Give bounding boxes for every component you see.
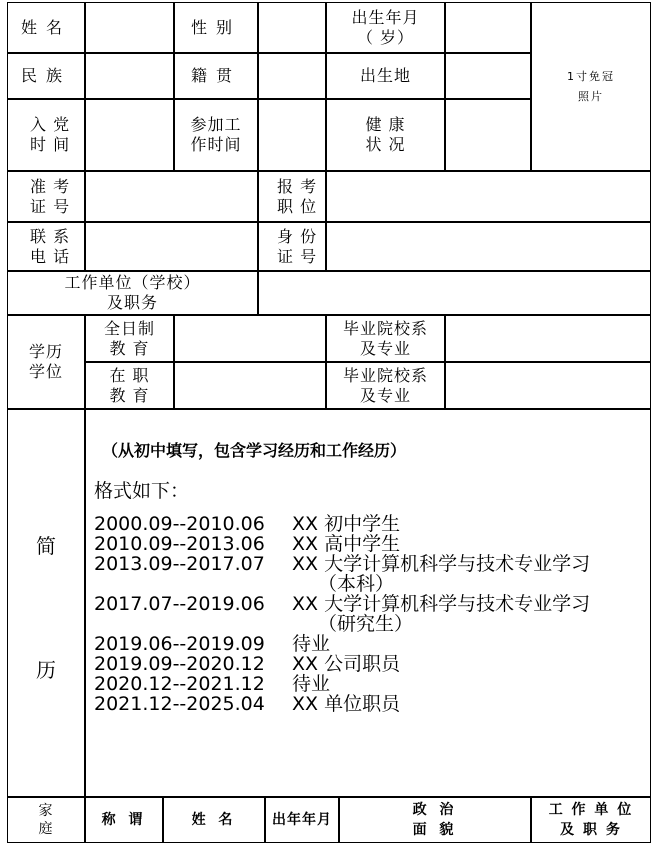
party-date-label: 入 党 时 间 (7, 99, 85, 171)
resume-entry-desc: XX 大学计算机科学与技术专业学习 (292, 593, 591, 615)
resume-entries (94, 514, 590, 714)
family-work-header: 工 作 单 位 及 职 务 (531, 797, 651, 843)
id-card-label: 身 份 证 号 (258, 222, 326, 271)
health-label: 健 康 状 况 (326, 99, 445, 171)
resume-entry (94, 554, 590, 594)
resume-entry-continuation: （研究生） (318, 613, 414, 635)
exam-id-label: 准 考 证 号 (7, 171, 85, 222)
fulltime-school-field[interactable] (445, 315, 651, 362)
resume-entry-desc: 待业 (292, 673, 331, 695)
exam-id-field[interactable] (85, 171, 258, 222)
parttime-school-label: 毕业院校系 及专业 (326, 362, 445, 409)
fulltime-education-label: 全日制 教 育 (85, 315, 174, 362)
gender-label: 性别 (174, 2, 258, 53)
resume-entry-desc: XX 大学计算机科学与技术专业学习 (292, 553, 591, 575)
resume-entry (94, 654, 590, 674)
resume-entry-date: 2021.12--2025.04 (94, 693, 265, 715)
party-date-field[interactable] (85, 99, 174, 171)
education-label: 学历 学位 (7, 315, 85, 409)
work-start-label: 参加工 作时间 (174, 99, 258, 171)
family-name-header: 姓 名 (163, 797, 265, 843)
resume-entry (94, 534, 590, 554)
photo-box[interactable]: 1寸免冠 照片 (531, 2, 651, 171)
resume-entry-continuation: （本科） (318, 573, 395, 595)
family-label: 家 庭 (7, 797, 85, 843)
name-field[interactable] (85, 2, 174, 53)
resume-heading: （从初中填写，包含学习经历和工作经历） (102, 441, 407, 460)
native-place-field[interactable] (258, 53, 326, 99)
resume-entry-desc: XX 高中学生 (292, 533, 401, 555)
work-start-field[interactable] (258, 99, 326, 171)
family-relation-header: 称 谓 (85, 797, 163, 843)
family-birth-header: 出年年月 (265, 797, 339, 843)
resume-entry-date: 2000.09--2010.06 (94, 513, 265, 535)
health-field[interactable] (445, 99, 531, 171)
resume-label-bottom: 历 (36, 658, 56, 682)
birth-date-field[interactable] (445, 2, 531, 53)
parttime-school-field[interactable] (445, 362, 651, 409)
native-place-label: 籍贯 (174, 53, 258, 99)
resume-entry-desc: XX 公司职员 (292, 653, 401, 675)
phone-label: 联 系 电 话 (7, 222, 85, 271)
resume-entry-date: 2019.09--2020.12 (94, 653, 265, 675)
workplace-label: 工作单位（学校） 及职务 (7, 271, 258, 315)
family-political-header: 政 治 面 貌 (339, 797, 531, 843)
fulltime-education-field[interactable] (174, 315, 326, 362)
birthplace-field[interactable] (445, 53, 531, 99)
resume-entry-date: 2010.09--2013.06 (94, 533, 265, 555)
gender-field[interactable] (258, 2, 326, 53)
birth-date-label: 出生年月 （ 岁） (326, 2, 445, 53)
resume-entry-date: 2017.07--2019.06 (94, 593, 265, 615)
resume-entry-date: 2020.12--2021.12 (94, 673, 265, 695)
fulltime-school-label: 毕业院校系 及专业 (326, 315, 445, 362)
position-label: 报 考 职 位 (258, 171, 326, 222)
resume-entry (94, 674, 590, 694)
resume-label-top: 简 (36, 534, 56, 558)
resume-format-label: 格式如下： (94, 480, 190, 502)
phone-field[interactable] (85, 222, 258, 271)
ethnicity-label: 民族 (7, 53, 85, 99)
parttime-education-label: 在 职 教 育 (85, 362, 174, 409)
resume-entry-desc: XX 初中学生 (292, 513, 401, 535)
resume-entry (94, 594, 590, 634)
parttime-education-field[interactable] (174, 362, 326, 409)
workplace-field[interactable] (258, 271, 651, 315)
resume-entry (94, 634, 590, 654)
id-card-field[interactable] (326, 222, 651, 271)
resume-field[interactable] (85, 409, 651, 797)
resume-entry (94, 514, 590, 534)
resume-entry-desc: XX 单位职员 (292, 693, 401, 715)
birthplace-label: 出生地 (326, 53, 445, 99)
resume-entry-desc: 待业 (292, 633, 331, 655)
position-field[interactable] (326, 171, 651, 222)
resume-label-cell (7, 409, 85, 797)
resume-entry (94, 694, 590, 714)
resume-entry-date: 2019.06--2019.09 (94, 633, 265, 655)
resume-entry-date: 2013.09--2017.07 (94, 553, 265, 575)
name-label: 姓名 (7, 2, 85, 53)
ethnicity-field[interactable] (85, 53, 174, 99)
